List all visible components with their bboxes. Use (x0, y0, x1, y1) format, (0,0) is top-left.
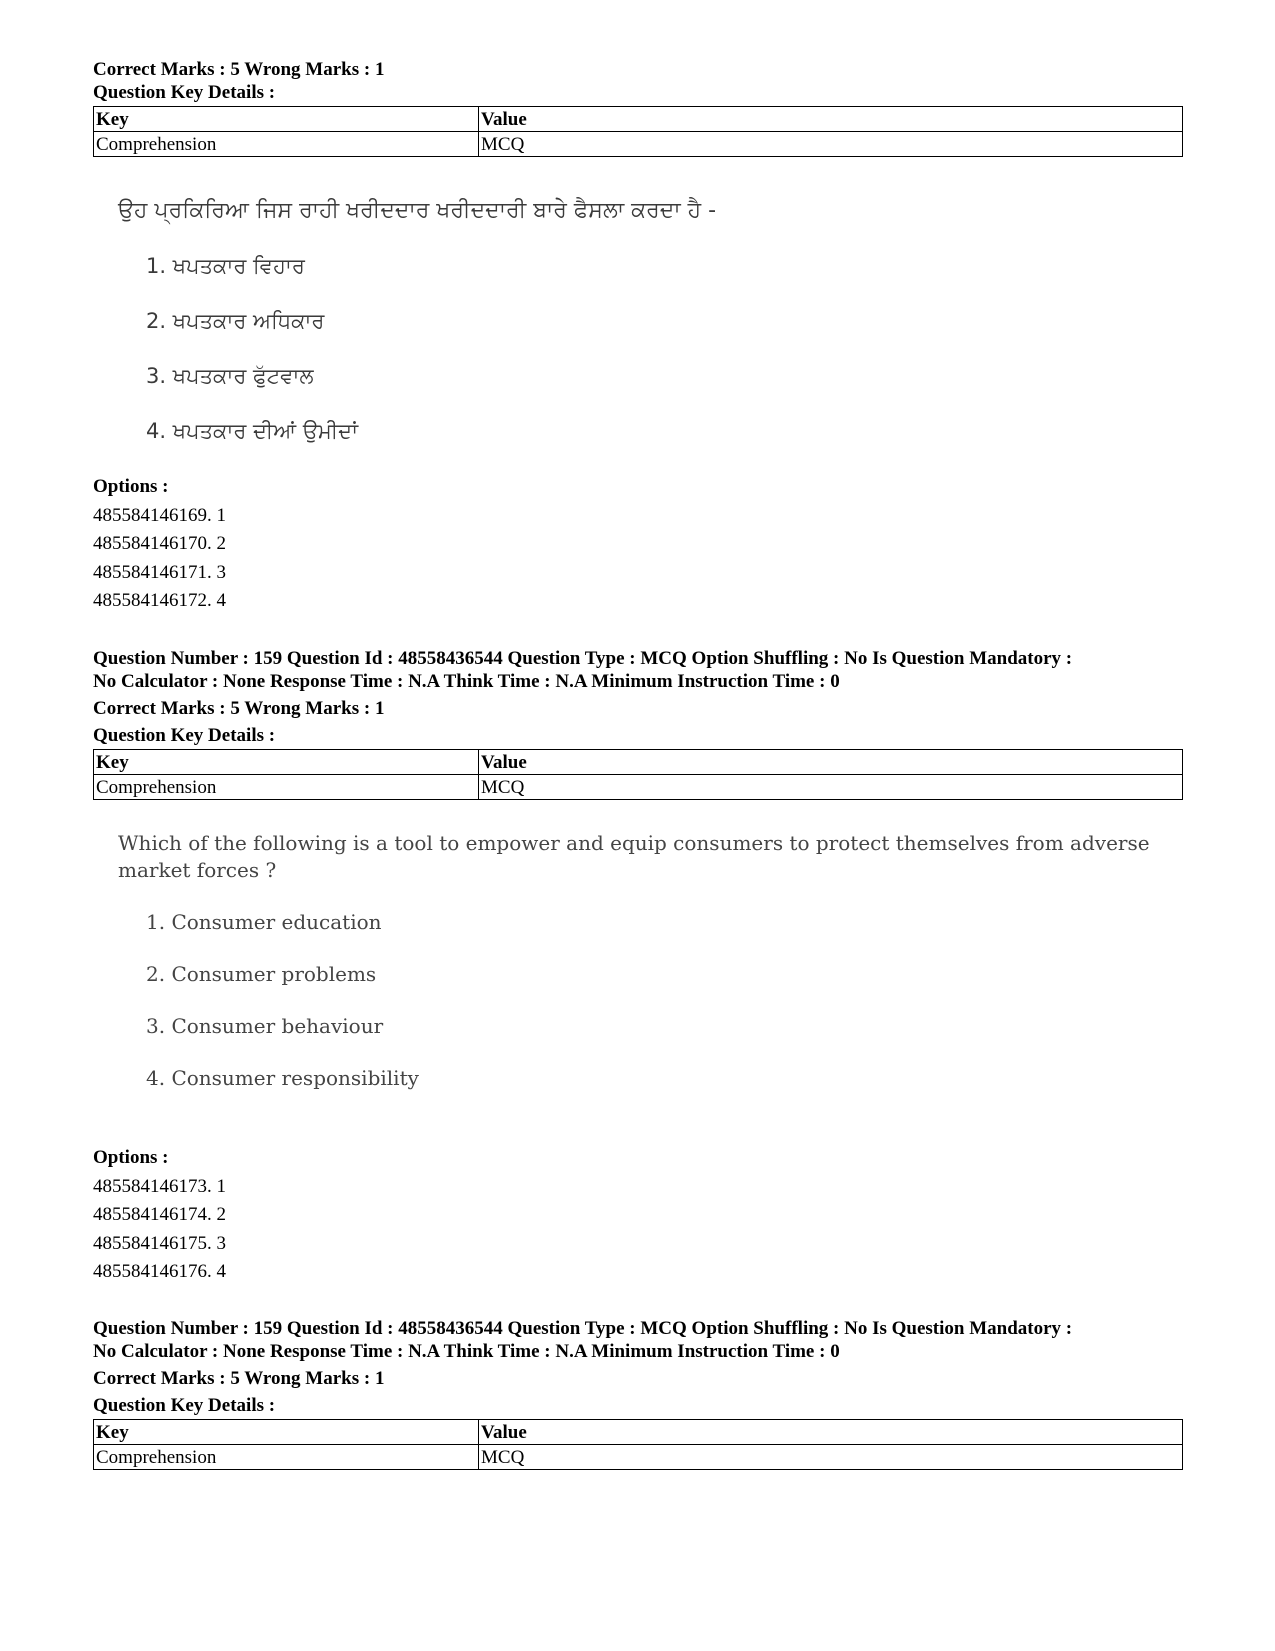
option-id: 485584146175. 3 (93, 1232, 226, 1254)
table-row (94, 775, 1183, 800)
table-header-row (94, 107, 1183, 132)
table-header-row (94, 1420, 1183, 1445)
key-details-label: Question Key Details : (93, 1395, 276, 1416)
question-image-punjabi (118, 198, 918, 458)
option-id: 485584146176. 4 (93, 1261, 226, 1282)
question-header (93, 1317, 1183, 1470)
question-header (93, 647, 1183, 800)
table-header-key: Key (94, 750, 479, 775)
options-label: Options : (93, 1147, 169, 1168)
marks-line: Correct Marks : 5 Wrong Marks : 1 (93, 1368, 385, 1389)
table-header-row (94, 750, 1183, 775)
question-header-line: No Calculator : None Response Time : N.A Think Time : N.A Minimum Instruction Time : 0 (93, 671, 840, 692)
question-option: 4. Consumer responsibility (146, 1066, 419, 1090)
marks-line: Correct Marks : 5 Wrong Marks : 1 (93, 59, 385, 80)
table-header-value: Value (479, 107, 1183, 132)
table-cell-value: MCQ (479, 1445, 1183, 1470)
option-id: 485584146170. 2 (93, 533, 226, 554)
table-header-key: Key (94, 1420, 479, 1445)
question-option: 1. ਖਪਤਕਾਰ ਵਿਹਾਰ (146, 254, 305, 278)
option-id: 485584146171. 3 (93, 561, 226, 583)
option-id: 485584146174. 2 (93, 1204, 226, 1225)
question-option: 2. Consumer problems (146, 962, 377, 986)
question-option: 3. Consumer behaviour (146, 1014, 384, 1038)
question-stem: Which of the following is a tool to empower and equip consumers to protect themselves from adverse market forces ? (118, 831, 1150, 882)
table-cell-key: Comprehension (94, 1445, 479, 1470)
options-label: Options : (93, 476, 169, 497)
table-header-value: Value (479, 1420, 1183, 1445)
table-cell-value: MCQ (479, 132, 1183, 157)
table-row (94, 132, 1183, 157)
options-list (93, 473, 1183, 616)
question-image-english (118, 830, 1178, 1140)
question-header-line: Question Number : 159 Question Id : 48558436544 Question Type : MCQ Option Shuffling : No Is Question Mandatory : (93, 1318, 1073, 1339)
question-option: 3. ਖਪਤਕਾਰ ਫੁੱਟਵਾਲ (146, 364, 314, 388)
question-meta (93, 58, 1183, 157)
key-details-table (93, 106, 1183, 157)
option-id: 485584146169. 1 (93, 504, 226, 526)
table-header-value: Value (479, 750, 1183, 775)
table-row (94, 1445, 1183, 1470)
option-id: 485584146173. 1 (93, 1175, 226, 1197)
question-option: 4. ਖਪਤਕਾਰ ਦੀਆਂ ਉਮੀਦਾਂ (146, 419, 359, 443)
table-header-key: Key (94, 107, 479, 132)
question-stem: ਉਹ ਪ੍ਰਕਿਰਿਆ ਜਿਸ ਰਾਹੀ ਖਰੀਦਦਾਰ ਖਰੀਦਦਾਰੀ ਬਾਰੇ ਫੈਸਲਾ ਕਰਦਾ ਹੈ - (118, 198, 717, 223)
key-details-table (93, 1419, 1183, 1470)
question-option: 1. Consumer education (146, 910, 382, 934)
key-details-label: Question Key Details : (93, 82, 276, 103)
marks-line: Correct Marks : 5 Wrong Marks : 1 (93, 698, 385, 719)
table-cell-value: MCQ (479, 775, 1183, 800)
options-list (93, 1144, 1183, 1287)
table-cell-key: Comprehension (94, 775, 479, 800)
key-details-table (93, 749, 1183, 800)
key-details-label: Question Key Details : (93, 725, 276, 746)
question-option: 2. ਖਪਤਕਾਰ ਅਧਿਕਾਰ (146, 309, 325, 333)
table-cell-key: Comprehension (94, 132, 479, 157)
question-header-line: No Calculator : None Response Time : N.A Think Time : N.A Minimum Instruction Time : 0 (93, 1341, 840, 1362)
question-header-line: Question Number : 159 Question Id : 48558436544 Question Type : MCQ Option Shuffling : No Is Question Mandatory : (93, 648, 1073, 669)
option-id: 485584146172. 4 (93, 590, 226, 611)
